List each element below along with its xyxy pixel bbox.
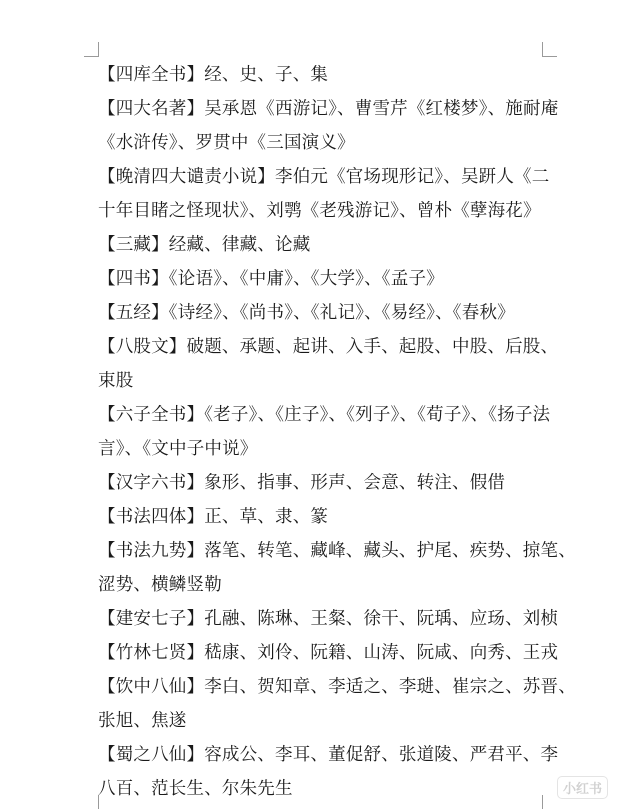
text-line: 十年目睹之怪现状》、刘鹗《老残游记》、曾朴《孽海花》: [98, 201, 541, 221]
text-line: 【汉字六书】象形、指事、形声、会意、转注、假借: [98, 473, 506, 493]
text-line: 【四书】《论语》、《中庸》、《大学》、《孟子》: [98, 269, 444, 289]
text-line: 【八股文】破题、承题、起讲、入手、起股、中股、后股、: [98, 337, 559, 357]
text-line: 【四库全书】经、史、子、集: [98, 65, 329, 85]
page-corner-mark-top-right: [542, 42, 557, 57]
page-corner-mark-top-left: [84, 42, 99, 57]
text-line: 张旭、焦遂: [98, 711, 187, 731]
text-line: 八百、范长生、尔朱先生: [98, 779, 293, 799]
watermark-logo: 小红书: [557, 776, 608, 799]
text-line: 【饮中八仙】李白、贺知章、李适之、李琎、崔宗之、苏晋、: [98, 677, 576, 697]
text-line: 【建安七子】孔融、陈琳、王粲、徐干、阮瑀、应玚、刘桢: [98, 609, 559, 629]
text-line: 涩势、横鳞竖勒: [98, 575, 222, 595]
text-line: 【书法九势】落笔、转笔、藏峰、藏头、护尾、疾势、掠笔、: [98, 541, 576, 561]
page-corner-mark-bottom-left: [84, 795, 99, 809]
text-line: 束股: [98, 371, 134, 391]
text-line: 【晚清四大谴责小说】李伯元《官场现形记》、吴趼人《二: [98, 167, 550, 187]
text-line: 【四大名著】吴承恩《西游记》、曹雪芹《红楼梦》、施耐庵: [98, 99, 559, 119]
text-line: 【书法四体】正、草、隶、篆: [98, 507, 329, 527]
text-line: 【三藏】经藏、律藏、论藏: [98, 235, 311, 255]
text-line: 【五经】《诗经》、《尚书》、《礼记》、《易经》、《春秋》: [98, 303, 515, 323]
text-line: 言》、《文中子中说》: [98, 439, 258, 459]
text-line: 【蜀之八仙】容成公、李耳、董促舒、张道陵、严君平、李: [98, 745, 559, 765]
text-line: 【竹林七贤】嵇康、刘伶、阮籍、山涛、阮咸、向秀、王戎: [98, 643, 559, 663]
text-line: 《水浒传》、罗贯中《三国演义》: [98, 133, 355, 153]
text-line: 【六子全书】《老子》、《庄子》、《列子》、《荀子》、《扬子法: [98, 405, 551, 425]
document-body: [98, 58, 576, 806]
